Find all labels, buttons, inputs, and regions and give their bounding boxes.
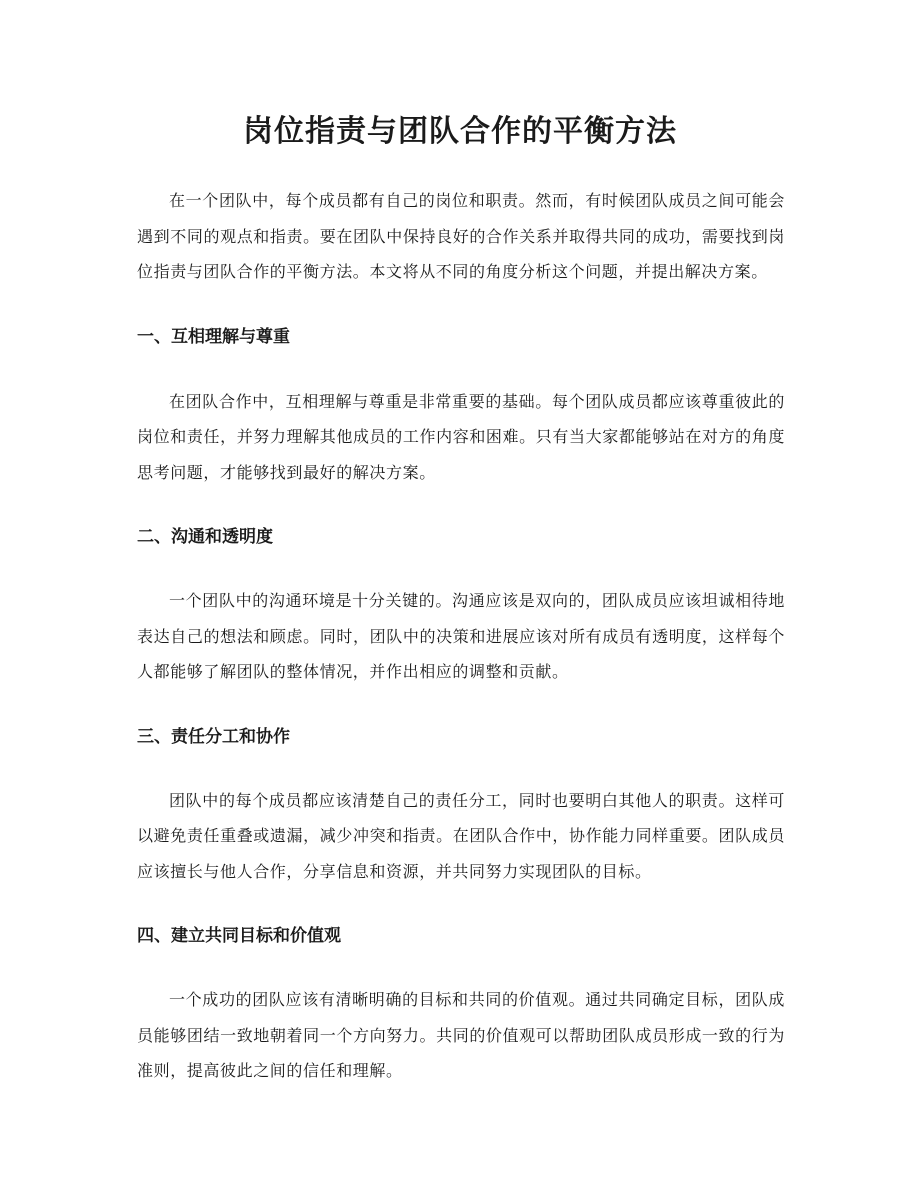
section-heading-2: 二、沟通和透明度 xyxy=(137,527,273,547)
section-paragraph-4: 一个成功的团队应该有清晰明确的目标和共同的价值观。通过共同确定目标，团队成员能够团结一致地朝着同一个方向努力。共同的价值观可以帮助团队成员形成一致的行为准则，提高彼此之间的信任和理解。 xyxy=(137,990,785,1080)
intro-paragraph: 在一个团队中，每个成员都有自己的岗位和职责。然而，有时候团队成员之间可能会遇到不同的观点和指责。要在团队中保持良好的合作关系并取得共同的成功，需要找到岗位指责与团队合作的平衡方法。本文将从不同的角度分析这个问题，并提出解决方案。 xyxy=(137,191,785,281)
section-heading-1: 一、互相理解与尊重 xyxy=(137,326,290,347)
page-title: 岗位指责与团队合作的平衡方法 xyxy=(243,114,677,149)
section-heading-3: 三、责任分工和协作 xyxy=(137,726,290,747)
section-heading-4: 四、建立共同目标和价值观 xyxy=(137,926,341,946)
section-paragraph-1: 在团队合作中，互相理解与尊重是非常重要的基础。每个团队成员都应该尊重彼此的岗位和责任，并努力理解其他成员的工作内容和困难。只有当大家都能够站在对方的角度思考问题，才能够找到最好的解决方案。 xyxy=(137,391,785,482)
section-paragraph-3: 团队中的每个成员都应该清楚自己的责任分工，同时也要明白其他人的职责。这样可以避免责任重叠或遗漏，减少冲突和指责。在团队合作中，协作能力同样重要。团队成员应该擅长与他人合作，分享信息和资源，并共同努力实现团队的目标。 xyxy=(137,790,785,881)
section-paragraph-2: 一个团队中的沟通环境是十分关键的。沟通应该是双向的，团队成员应该坦诚相待地表达自己的想法和顾虑。同时，团队中的决策和进展应该对所有成员有透明度，这样每个人都能够了解团队的整体情况，并作出相应的调整和贡献。 xyxy=(137,591,785,681)
document-body xyxy=(137,183,785,1089)
